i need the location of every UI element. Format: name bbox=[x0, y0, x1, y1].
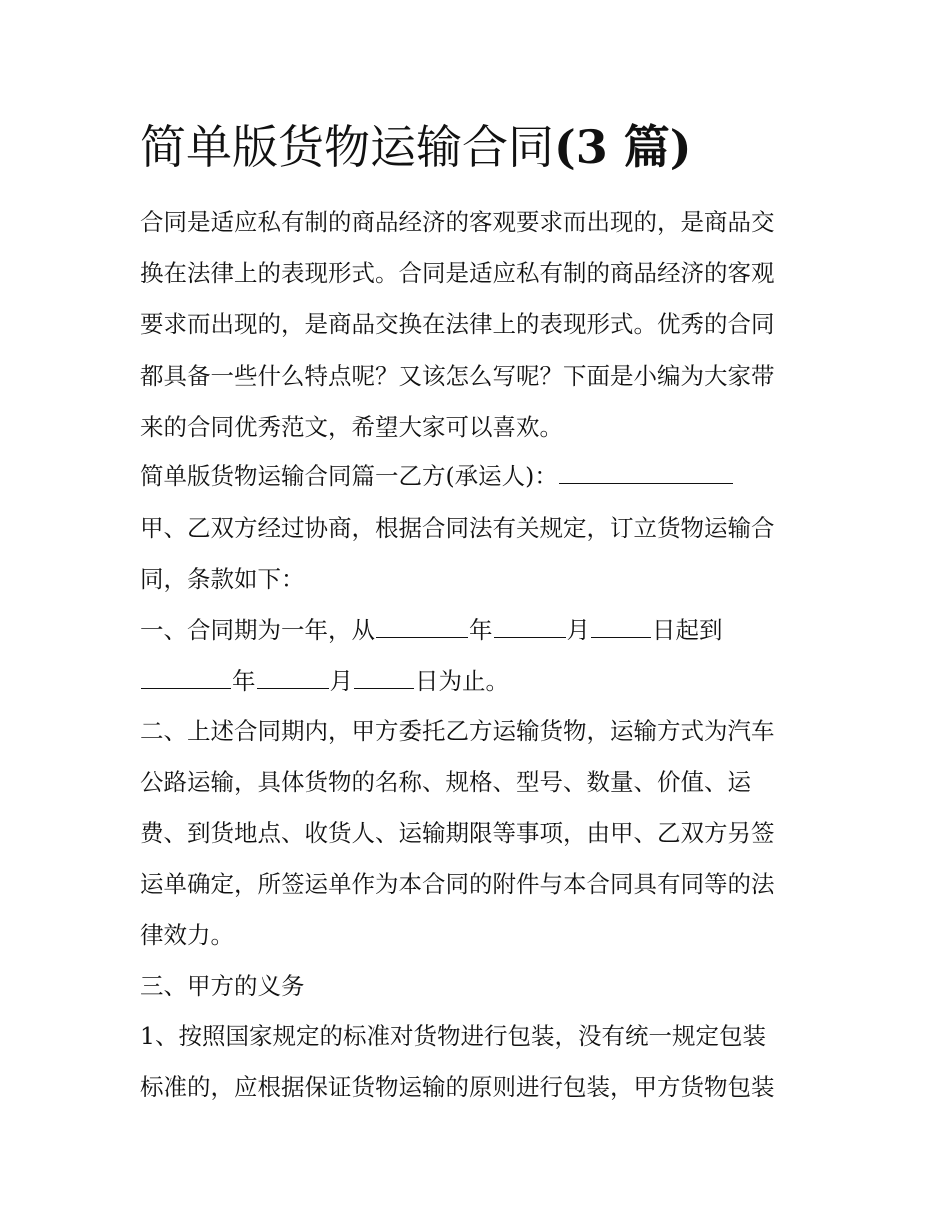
document-title bbox=[140, 112, 692, 182]
clause3-item-line: 标准的，应根据保证货物运输的原则进行包装，甲方货物包装 bbox=[140, 1073, 775, 1101]
day-to-label: 日为止。 bbox=[415, 667, 509, 695]
end-year-blank bbox=[141, 670, 231, 689]
end-day-blank bbox=[354, 670, 414, 689]
clause3-item-line: 1、按照国家规定的标准对货物进行包装，没有统一规定包装 bbox=[140, 1022, 766, 1050]
clause2-line: 运单确定，所签运单作为本合同的附件与本合同具有同等的法 bbox=[140, 870, 775, 898]
start-day-blank bbox=[591, 619, 651, 638]
day-from-label: 日起到 bbox=[652, 616, 723, 644]
intro-line: 换在法律上的表现形式。合同是适应私有制的商品经济的客观 bbox=[140, 259, 775, 287]
clause2-line: 费、到货地点、收货人、运输期限等事项，由甲、乙双方另签 bbox=[140, 819, 775, 847]
agreement-line: 甲、乙双方经过协商，根据合同法有关规定，订立货物运输合 bbox=[140, 514, 775, 542]
title-main: 简单版货物运输合同 bbox=[140, 120, 554, 174]
month-label: 月 bbox=[329, 667, 353, 695]
clause2-line: 公路运输，具体货物的名称、规格、型号、数量、价值、运 bbox=[140, 768, 751, 796]
party-b-line bbox=[140, 450, 734, 502]
clause1-line-2 bbox=[140, 655, 509, 707]
clause1-prefix: 一、合同期为一年，从 bbox=[140, 616, 375, 644]
clause2-line: 二、上述合同期内，甲方委托乙方运输货物，运输方式为汽车 bbox=[140, 717, 775, 745]
month-label: 月 bbox=[566, 616, 590, 644]
start-year-blank bbox=[376, 619, 468, 638]
intro-line: 来的合同优秀范文，希望大家可以喜欢。 bbox=[140, 413, 563, 441]
party-b-blank bbox=[559, 465, 733, 484]
intro-line: 都具备一些什么特点呢？又该怎么写呢？下面是小编为大家带 bbox=[140, 362, 775, 390]
title-suffix: (3 篇) bbox=[554, 120, 692, 174]
end-month-blank bbox=[257, 670, 329, 689]
intro-line: 要求而出现的，是商品交换在法律上的表现形式。优秀的合同 bbox=[140, 310, 775, 338]
intro-line: 合同是适应私有制的商品经济的客观要求而出现的，是商品交 bbox=[140, 208, 775, 236]
start-month-blank bbox=[494, 619, 566, 638]
year-label: 年 bbox=[469, 616, 493, 644]
party-b-label: 简单版货物运输合同篇一乙方(承运人)： bbox=[140, 462, 558, 490]
agreement-line: 同，条款如下： bbox=[140, 565, 305, 593]
clause1-line-1 bbox=[140, 604, 723, 656]
clause2-line: 律效力。 bbox=[140, 921, 234, 949]
year-label: 年 bbox=[232, 667, 256, 695]
clause3-heading: 三、甲方的义务 bbox=[140, 972, 305, 1000]
